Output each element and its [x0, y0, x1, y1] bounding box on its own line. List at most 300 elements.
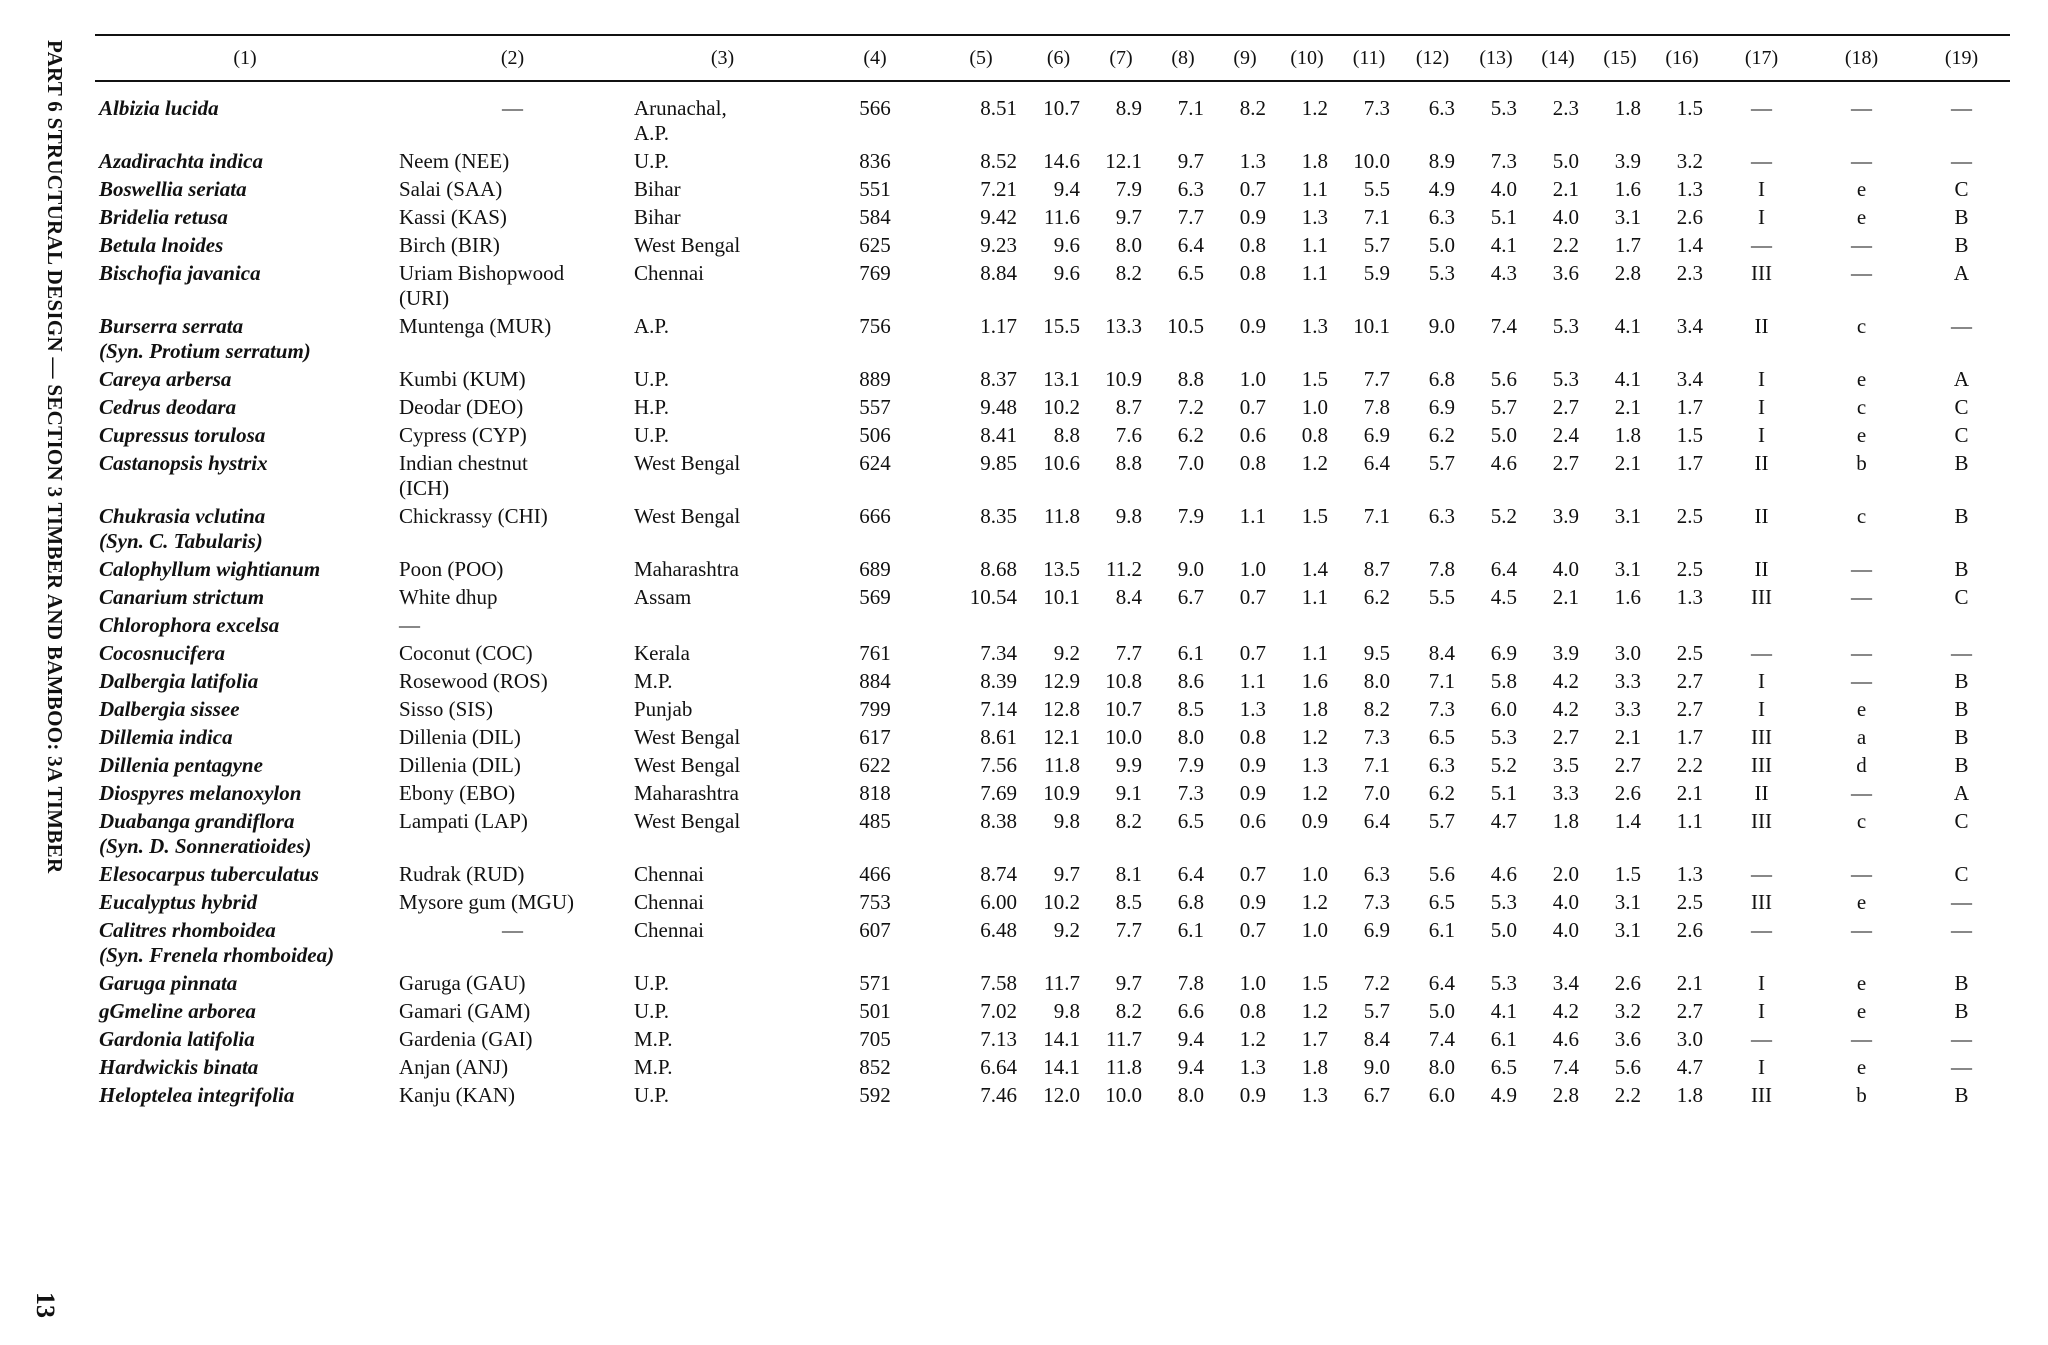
- value-cell: 1.0: [1301, 395, 1328, 419]
- value-cell: A: [1953, 781, 1970, 805]
- value-cell: 1.8: [1301, 697, 1328, 721]
- value-cell: 12.8: [1043, 697, 1080, 721]
- column-header: (19): [1913, 35, 2010, 81]
- value-cell: 889: [859, 367, 891, 391]
- value-cell: 5.5: [1428, 585, 1455, 609]
- value-cell: I: [1758, 1055, 1765, 1079]
- species-name-cell: [95, 394, 395, 422]
- botanical-name: Betula lnoides: [99, 233, 224, 257]
- trade-name: —: [502, 918, 523, 942]
- table-row: [95, 1082, 2010, 1110]
- origin: West Bengal: [634, 753, 741, 777]
- table-row: [95, 81, 2010, 148]
- value-cell: —: [1951, 1055, 1972, 1079]
- page-number: [30, 1292, 60, 1332]
- value-cell: [1276, 612, 1338, 640]
- value-cell: 1.1: [1301, 585, 1328, 609]
- value-cell: I: [1758, 423, 1765, 447]
- species-table: [95, 34, 2010, 1110]
- trade-name: Dillenia (DIL): [399, 725, 521, 749]
- origin-cell: [630, 148, 815, 176]
- value-cell: C: [1954, 395, 1969, 419]
- value-cell: B: [1954, 999, 1969, 1023]
- value-cell: 8.8: [1115, 451, 1142, 475]
- botanical-name: Chukrasia vclutina: [99, 504, 266, 528]
- value-cell: I: [1758, 999, 1765, 1023]
- value-cell: 2.7: [1676, 999, 1703, 1023]
- value-cell: 3.9: [1552, 641, 1579, 665]
- value-cell: 4.5: [1490, 585, 1517, 609]
- value-cell: 501: [859, 999, 891, 1023]
- species-name-cell: [95, 204, 395, 232]
- value-cell: 1.7: [1614, 233, 1641, 257]
- running-header: PART 6 STRUCTURAL DESIGN — SECTION 3 TIMBER AND BAMBOO: 3A TIMBER: [43, 40, 67, 874]
- value-cell: 8.68: [980, 557, 1017, 581]
- value-cell: 1.5: [1301, 367, 1328, 391]
- value-cell: 2.7: [1552, 725, 1579, 749]
- column-header: (5): [935, 35, 1027, 81]
- value-cell: I: [1758, 367, 1765, 391]
- origin-cell: [630, 1026, 815, 1054]
- value-cell: B: [1954, 697, 1969, 721]
- trade-name: Gardenia (GAI): [399, 1027, 533, 1051]
- value-cell: 7.7: [1115, 918, 1142, 942]
- value-cell: 7.0: [1363, 781, 1390, 805]
- value-cell: 8.37: [980, 367, 1017, 391]
- value-cell: 8.5: [1115, 890, 1142, 914]
- value-cell: 8.4: [1428, 641, 1455, 665]
- value-cell: 9.4: [1177, 1027, 1204, 1051]
- value-cell: 6.5: [1177, 809, 1204, 833]
- value-cell: 6.2: [1428, 423, 1455, 447]
- table-row: [95, 998, 2010, 1026]
- value-cell: 10.0: [1353, 149, 1390, 173]
- value-cell: 5.0: [1428, 233, 1455, 257]
- origin-cell: [630, 808, 815, 861]
- species-name-cell: [95, 752, 395, 780]
- table-row: [95, 313, 2010, 366]
- origin: Bihar: [634, 177, 681, 201]
- trade-name: Anjan (ANJ): [399, 1055, 509, 1079]
- value-cell: 8.1: [1115, 862, 1142, 886]
- value-cell: II: [1754, 557, 1769, 581]
- value-cell: 6.1: [1428, 918, 1455, 942]
- origin-cell: [630, 998, 815, 1026]
- origin-cell: [630, 584, 815, 612]
- table-row: [95, 366, 2010, 394]
- value-cell: 9.8: [1053, 809, 1080, 833]
- table-row: [95, 1026, 2010, 1054]
- value-cell: c: [1856, 395, 1867, 419]
- value-cell: 4.2: [1552, 697, 1579, 721]
- trade-name: Muntenga (MUR): [399, 314, 552, 338]
- value-cell: 1.3: [1301, 1083, 1328, 1107]
- origin-cell: [630, 780, 815, 808]
- value-cell: 0.7: [1239, 585, 1266, 609]
- origin: U.P.: [634, 149, 670, 173]
- species-name-cell: [95, 861, 395, 889]
- value-cell: 13.1: [1043, 367, 1080, 391]
- species-name-cell: [95, 808, 395, 861]
- trade-name: Garuga (GAU): [399, 971, 526, 995]
- value-cell: [1400, 612, 1465, 640]
- value-cell: 1.8: [1614, 96, 1641, 120]
- value-cell: 2.6: [1676, 205, 1703, 229]
- value-cell: 6.9: [1490, 641, 1517, 665]
- trade-name-cell: [395, 612, 630, 640]
- trade-name: Neem (NEE): [399, 149, 510, 173]
- trade-name-cell: [395, 81, 630, 148]
- trade-name-cell: [395, 970, 630, 998]
- value-cell: 7.4: [1490, 314, 1517, 338]
- value-cell: 5.6: [1614, 1055, 1641, 1079]
- value-cell: 1.7: [1301, 1027, 1328, 1051]
- value-cell: 3.1: [1614, 557, 1641, 581]
- value-cell: 1.2: [1239, 1027, 1266, 1051]
- value-cell: 9.6: [1053, 261, 1080, 285]
- value-cell: 5.3: [1428, 261, 1455, 285]
- value-cell: 3.0: [1614, 641, 1641, 665]
- value-cell: 9.4: [1053, 177, 1080, 201]
- botanical-name: Hardwickis binata: [99, 1055, 259, 1079]
- value-cell: 0.7: [1239, 918, 1266, 942]
- value-cell: 2.7: [1552, 395, 1579, 419]
- value-cell: —: [1851, 781, 1872, 805]
- value-cell: 7.58: [980, 971, 1017, 995]
- botanical-name: Calitres rhomboidea: [99, 918, 276, 942]
- value-cell: 3.1: [1614, 205, 1641, 229]
- value-cell: 0.8: [1239, 261, 1266, 285]
- value-cell: [1810, 612, 1913, 640]
- botanical-name: Garuga pinnata: [99, 971, 238, 995]
- table-row: [95, 584, 2010, 612]
- value-cell: 3.5: [1552, 753, 1579, 777]
- value-cell: —: [1851, 669, 1872, 693]
- value-cell: 5.0: [1490, 423, 1517, 447]
- value-cell: 8.0: [1115, 233, 1142, 257]
- table-row: [95, 148, 2010, 176]
- value-cell: 15.5: [1043, 314, 1080, 338]
- value-cell: B: [1954, 725, 1969, 749]
- value-cell: 4.0: [1552, 890, 1579, 914]
- species-name-cell: [95, 1054, 395, 1082]
- value-cell: 5.7: [1490, 395, 1517, 419]
- table-row: [95, 970, 2010, 998]
- value-cell: 2.1: [1676, 781, 1703, 805]
- value-cell: 1.3: [1301, 314, 1328, 338]
- trade-name-cell: [395, 503, 630, 556]
- value-cell: 1.7: [1676, 395, 1703, 419]
- value-cell: 0.9: [1301, 809, 1328, 833]
- value-cell: 8.2: [1363, 697, 1390, 721]
- value-cell: 5.7: [1363, 233, 1390, 257]
- value-cell: A: [1953, 261, 1970, 285]
- origin-cell: [630, 394, 815, 422]
- trade-name: Birch (BIR): [399, 233, 500, 257]
- origin: West Bengal: [634, 725, 741, 749]
- value-cell: 1.8: [1676, 1083, 1703, 1107]
- column-header: (17): [1713, 35, 1810, 81]
- value-cell: I: [1758, 177, 1765, 201]
- value-cell: 485: [859, 809, 891, 833]
- value-cell: 8.39: [980, 669, 1017, 693]
- value-cell: 1.5: [1676, 96, 1703, 120]
- value-cell: 1.8: [1301, 1055, 1328, 1079]
- value-cell: 1.1: [1301, 177, 1328, 201]
- value-cell: 5.3: [1490, 725, 1517, 749]
- value-cell: 1.4: [1614, 809, 1641, 833]
- value-cell: 7.7: [1177, 205, 1204, 229]
- value-cell: 6.1: [1177, 918, 1204, 942]
- value-cell: 6.48: [980, 918, 1017, 942]
- value-cell: 1.3: [1301, 753, 1328, 777]
- value-cell: 6.3: [1428, 504, 1455, 528]
- value-cell: 1.8: [1552, 809, 1579, 833]
- value-cell: 6.00: [980, 890, 1017, 914]
- value-cell: —: [1851, 261, 1872, 285]
- value-cell: C: [1954, 423, 1969, 447]
- origin-cell: [630, 668, 815, 696]
- column-header: (15): [1589, 35, 1651, 81]
- value-cell: [1090, 612, 1152, 640]
- value-cell: III: [1751, 890, 1772, 914]
- value-cell: 6.5: [1177, 261, 1204, 285]
- value-cell: 7.1: [1363, 205, 1390, 229]
- botanical-name: Bischofia javanica: [99, 261, 261, 285]
- value-cell: 3.6: [1614, 1027, 1641, 1051]
- value-cell: 0.8: [1239, 233, 1266, 257]
- value-cell: 8.0: [1363, 669, 1390, 693]
- value-cell: 6.3: [1428, 753, 1455, 777]
- value-cell: 10.6: [1043, 451, 1080, 475]
- value-cell: 2.1: [1614, 451, 1641, 475]
- trade-name-cell: [395, 556, 630, 584]
- value-cell: 8.7: [1363, 557, 1390, 581]
- value-cell: 10.9: [1043, 781, 1080, 805]
- value-cell: III: [1751, 1083, 1772, 1107]
- table-row: [95, 889, 2010, 917]
- value-cell: 9.8: [1115, 504, 1142, 528]
- value-cell: C: [1954, 809, 1969, 833]
- value-cell: 5.1: [1490, 205, 1517, 229]
- value-cell: 5.2: [1490, 504, 1517, 528]
- table-row: [95, 752, 2010, 780]
- value-cell: 10.7: [1105, 697, 1142, 721]
- value-cell: 7.2: [1363, 971, 1390, 995]
- value-cell: 7.21: [980, 177, 1017, 201]
- value-cell: 1.3: [1239, 1055, 1266, 1079]
- botanical-name: Dillemia indica: [99, 725, 233, 749]
- column-header: (3): [630, 35, 815, 81]
- value-cell: 7.1: [1428, 669, 1455, 693]
- value-cell: 7.1: [1363, 504, 1390, 528]
- trade-name: Rudrak (RUD): [399, 862, 525, 886]
- column-header: (12): [1400, 35, 1465, 81]
- value-cell: 571: [859, 971, 891, 995]
- value-cell: 1.1: [1676, 809, 1703, 833]
- value-cell: 10.2: [1043, 395, 1080, 419]
- value-cell: 0.7: [1239, 641, 1266, 665]
- value-cell: 8.6: [1177, 669, 1204, 693]
- value-cell: 3.6: [1552, 261, 1579, 285]
- value-cell: —: [1851, 918, 1872, 942]
- value-cell: 689: [859, 557, 891, 581]
- value-cell: 6.8: [1428, 367, 1455, 391]
- value-cell: 761: [859, 641, 891, 665]
- value-cell: 607: [859, 918, 891, 942]
- value-cell: 7.14: [980, 697, 1017, 721]
- value-cell: 4.0: [1490, 177, 1517, 201]
- value-cell: [1913, 612, 2010, 640]
- value-cell: 3.2: [1676, 149, 1703, 173]
- value-cell: 2.2: [1676, 753, 1703, 777]
- value-cell: —: [1951, 314, 1972, 338]
- table-row: [95, 204, 2010, 232]
- value-cell: 756: [859, 314, 891, 338]
- value-cell: 6.4: [1490, 557, 1517, 581]
- value-cell: 551: [859, 177, 891, 201]
- value-cell: 2.5: [1676, 641, 1703, 665]
- trade-name-cell: [395, 450, 630, 503]
- value-cell: —: [1951, 918, 1972, 942]
- header-row: [95, 35, 2010, 81]
- value-cell: 2.3: [1552, 96, 1579, 120]
- value-cell: 1.3: [1239, 149, 1266, 173]
- value-cell: 4.9: [1490, 1083, 1517, 1107]
- value-cell: 4.0: [1552, 918, 1579, 942]
- value-cell: 6.1: [1490, 1027, 1517, 1051]
- table-row: [95, 668, 2010, 696]
- origin: West Bengal: [634, 809, 741, 833]
- value-cell: e: [1856, 177, 1867, 201]
- table-row: [95, 422, 2010, 450]
- value-cell: 10.7: [1043, 96, 1080, 120]
- botanical-name: gGmeline arborea: [99, 999, 256, 1023]
- value-cell: —: [1751, 96, 1772, 120]
- value-cell: 9.7: [1115, 205, 1142, 229]
- value-cell: 9.4: [1177, 1055, 1204, 1079]
- value-cell: 8.74: [980, 862, 1017, 886]
- species-name-cell: [95, 148, 395, 176]
- value-cell: 1.1: [1301, 261, 1328, 285]
- value-cell: 566: [859, 96, 891, 120]
- value-cell: 5.3: [1552, 314, 1579, 338]
- value-cell: [935, 612, 1027, 640]
- origin-cell: [630, 752, 815, 780]
- species-name-cell: [95, 232, 395, 260]
- value-cell: 7.3: [1490, 149, 1517, 173]
- value-cell: 10.54: [969, 585, 1017, 609]
- value-cell: 8.2: [1115, 999, 1142, 1023]
- value-cell: 1.5: [1614, 862, 1641, 886]
- trade-name: Poon (POO): [399, 557, 504, 581]
- species-name-cell: [95, 724, 395, 752]
- value-cell: 10.8: [1105, 669, 1142, 693]
- value-cell: 8.41: [980, 423, 1017, 447]
- value-cell: 2.1: [1614, 395, 1641, 419]
- botanical-name: Burserra serrata: [99, 314, 244, 338]
- value-cell: 3.1: [1614, 504, 1641, 528]
- value-cell: 1.4: [1676, 233, 1703, 257]
- value-cell: 1.6: [1301, 669, 1328, 693]
- value-cell: 7.8: [1363, 395, 1390, 419]
- value-cell: 0.8: [1301, 423, 1328, 447]
- origin: West Bengal: [634, 233, 741, 257]
- value-cell: 2.6: [1614, 781, 1641, 805]
- trade-name: Lampati (LAP): [399, 809, 528, 833]
- value-cell: I: [1758, 697, 1765, 721]
- table-row: [95, 917, 2010, 970]
- value-cell: 1.1: [1239, 669, 1266, 693]
- trade-name: Chickrassy (CHI): [399, 504, 548, 528]
- value-cell: —: [1951, 1027, 1972, 1051]
- synonym: (Syn. D. Sonneratioides): [99, 834, 312, 858]
- species-name-cell: [95, 584, 395, 612]
- value-cell: 7.56: [980, 753, 1017, 777]
- value-cell: 624: [859, 451, 891, 475]
- value-cell: 7.69: [980, 781, 1017, 805]
- value-cell: 4.9: [1428, 177, 1455, 201]
- value-cell: 11.2: [1106, 557, 1142, 581]
- botanical-name: Dalbergia latifolia: [99, 669, 259, 693]
- value-cell: 4.6: [1490, 451, 1517, 475]
- value-cell: 11.8: [1106, 1055, 1142, 1079]
- value-cell: 9.42: [980, 205, 1017, 229]
- botanical-name: Gardonia latifolia: [99, 1027, 255, 1051]
- value-cell: 3.4: [1676, 367, 1703, 391]
- value-cell: B: [1954, 451, 1969, 475]
- value-cell: 9.7: [1053, 862, 1080, 886]
- species-name-cell: [95, 998, 395, 1026]
- page-number-text: 13: [31, 1292, 60, 1318]
- botanical-name: Careya arbersa: [99, 367, 232, 391]
- column-header: (7): [1090, 35, 1152, 81]
- botanical-name: Duabanga grandiflora: [99, 809, 295, 833]
- value-cell: 9.1: [1115, 781, 1142, 805]
- trade-name-cell: [395, 640, 630, 668]
- value-cell: 6.3: [1428, 96, 1455, 120]
- value-cell: 4.6: [1552, 1027, 1579, 1051]
- value-cell: 9.6: [1053, 233, 1080, 257]
- value-cell: 6.2: [1177, 423, 1204, 447]
- value-cell: 9.85: [980, 451, 1017, 475]
- species-name-cell: [95, 640, 395, 668]
- value-cell: B: [1954, 971, 1969, 995]
- column-header: (13): [1465, 35, 1527, 81]
- species-name-cell: [95, 81, 395, 148]
- value-cell: 7.8: [1177, 971, 1204, 995]
- synonym: (Syn. Protium serratum): [99, 339, 311, 363]
- value-cell: 8.38: [980, 809, 1017, 833]
- species-name-cell: [95, 917, 395, 970]
- value-cell: 0.9: [1239, 781, 1266, 805]
- value-cell: 8.0: [1177, 725, 1204, 749]
- value-cell: 5.7: [1428, 451, 1455, 475]
- value-cell: 0.7: [1239, 395, 1266, 419]
- trade-name: Deodar (DEO): [399, 395, 524, 419]
- value-cell: e: [1856, 999, 1867, 1023]
- value-cell: 884: [859, 669, 891, 693]
- trade-name-cell: [395, 917, 630, 970]
- value-cell: 12.1: [1105, 149, 1142, 173]
- value-cell: 0.9: [1239, 314, 1266, 338]
- value-cell: 4.7: [1490, 809, 1517, 833]
- value-cell: I: [1758, 971, 1765, 995]
- species-name-cell: [95, 556, 395, 584]
- table-row: [95, 394, 2010, 422]
- value-cell: 8.84: [980, 261, 1017, 285]
- value-cell: B: [1954, 557, 1969, 581]
